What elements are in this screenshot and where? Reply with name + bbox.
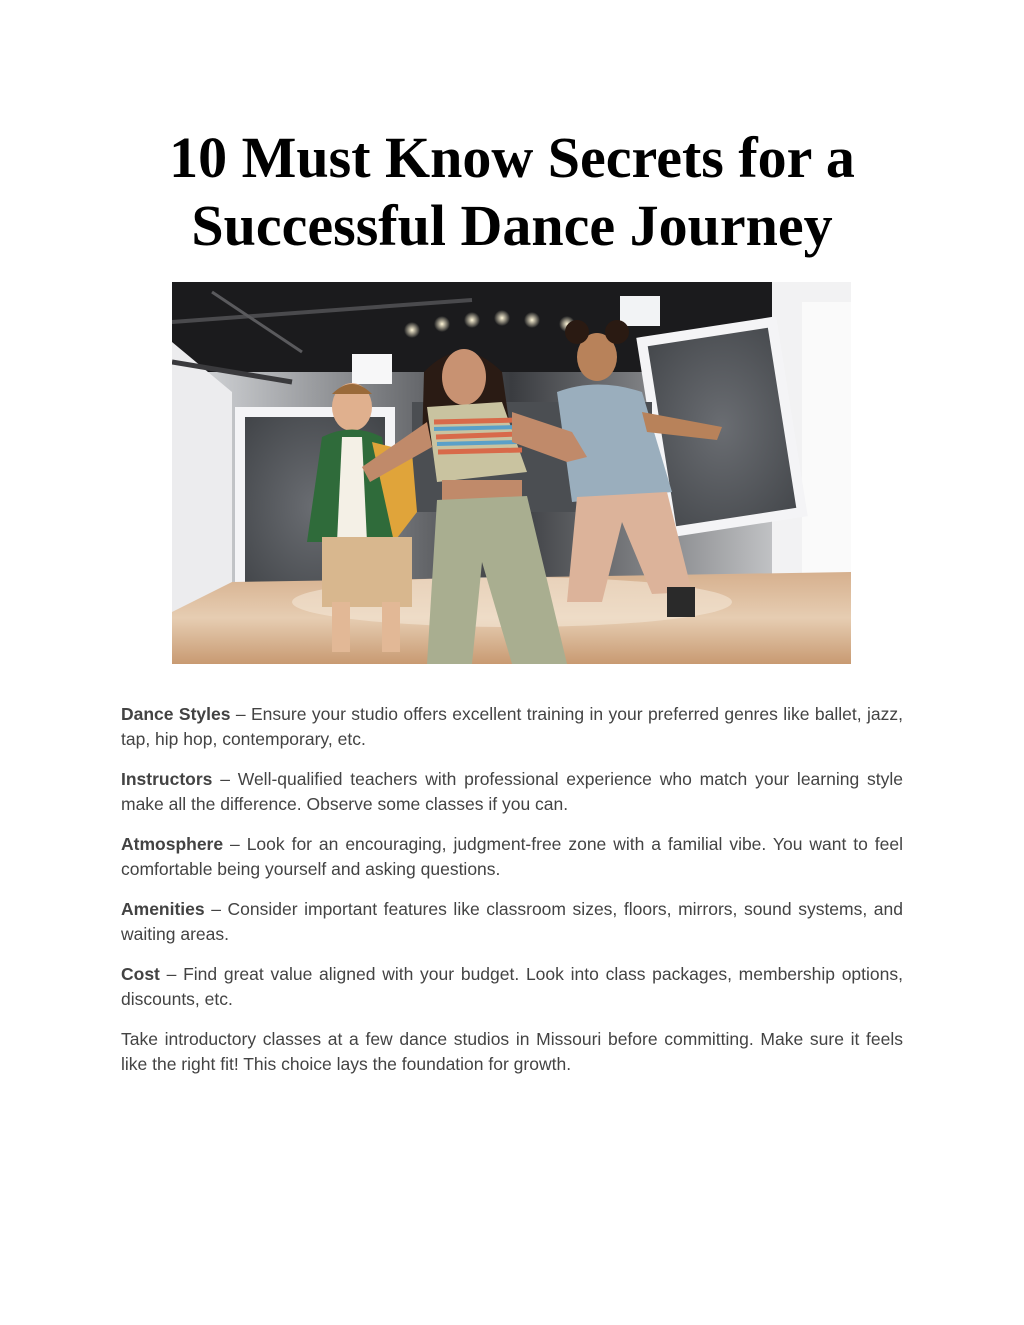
- list-item-atmosphere: [121, 832, 903, 881]
- list-item-amenities: [121, 897, 903, 946]
- term-amenities: Amenities: [121, 899, 205, 919]
- title-line-1: 10 Must Know Secrets for a: [169, 125, 855, 190]
- desc-instructors: – Well-qualified teachers with professional experience who match your learning style make all the difference. Observe some classes if you can.: [121, 769, 903, 814]
- list-item-dance-styles: [121, 702, 903, 751]
- dance-studio-photo: [172, 282, 851, 664]
- desc-cost: – Find great value aligned with your budget. Look into class packages, membership options, discounts, etc.: [121, 964, 903, 1009]
- desc-dance-styles: – Ensure your studio offers excellent training in your preferred genres like ballet, jazz, tap, hip hop, contemporary, etc.: [121, 704, 903, 749]
- closing-paragraph: Take introductory classes at a few dance studios in Missouri before committing. Make sure it feels like the right fit! This choice lays the foundation for growth.: [121, 1029, 903, 1074]
- page-title: [100, 124, 924, 260]
- desc-atmosphere: – Look for an encouraging, judgment-free zone with a familial vibe. You want to feel comfortable being yourself and asking questions.: [121, 834, 903, 879]
- term-atmosphere: Atmosphere: [121, 834, 224, 854]
- list-item-cost: [121, 962, 903, 1011]
- term-dance-styles: Dance Styles: [121, 704, 231, 724]
- desc-amenities: – Consider important features like classroom sizes, floors, mirrors, sound systems, and waiting areas.: [121, 899, 903, 944]
- term-cost: Cost: [121, 964, 160, 984]
- list-item-instructors: [121, 767, 903, 816]
- article-body: [121, 702, 903, 1092]
- term-instructors: Instructors: [121, 769, 213, 789]
- title-line-2: Successful Dance Journey: [191, 193, 833, 258]
